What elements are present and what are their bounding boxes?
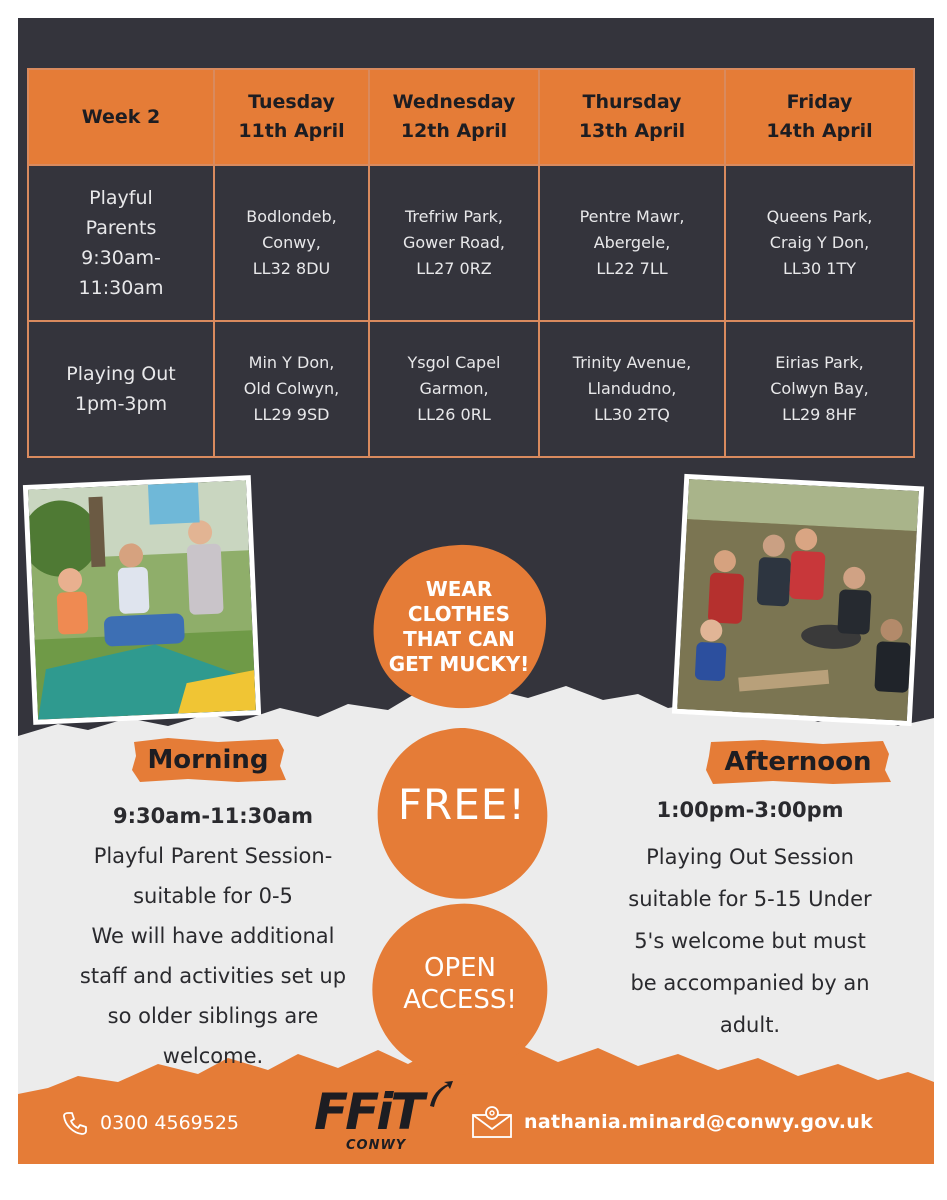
badge-open-access-text: OPEN ACCESS! bbox=[403, 953, 517, 1015]
afternoon-time: 1:00pm-3:00pm bbox=[656, 798, 844, 822]
badge-wear-clothes-text: WEAR CLOTHES THAT CAN GET MUCKY! bbox=[388, 577, 530, 676]
morning-description: Playful Parent Session- suitable for 0-5 We will have additional staff and activities set up so older siblings are welcome. bbox=[79, 844, 347, 1068]
logo-subtitle: CONWY bbox=[346, 1138, 407, 1153]
badge-free-text: FREE! bbox=[397, 780, 527, 829]
day-date: 11th April bbox=[238, 120, 345, 142]
row-label: Playful Parents 9:30am- 11:30am bbox=[28, 165, 214, 321]
afternoon-session bbox=[580, 794, 920, 1046]
morning-label-text: Morning bbox=[147, 745, 269, 775]
day-header bbox=[369, 69, 539, 165]
row-label: Playing Out 1pm-3pm bbox=[28, 321, 214, 457]
day-header bbox=[539, 69, 725, 165]
morning-session bbox=[48, 800, 378, 1076]
logo-wordmark: FFiT bbox=[314, 1083, 422, 1141]
table-header-row bbox=[28, 69, 914, 165]
day-name: Thursday bbox=[582, 91, 682, 113]
location-cell: Eirias Park, Colwyn Bay, LL29 8HF bbox=[725, 321, 914, 457]
day-header bbox=[725, 69, 914, 165]
phone-contact[interactable] bbox=[62, 1106, 239, 1140]
email-address: nathania.minard@conwy.gov.uk bbox=[524, 1111, 874, 1133]
email-contact[interactable] bbox=[470, 1104, 873, 1140]
badge-wear-clothes bbox=[369, 541, 549, 711]
poster bbox=[18, 18, 934, 1164]
location-cell: Ysgol Capel Garmon, LL26 0RL bbox=[369, 321, 539, 457]
location-cell: Queens Park, Craig Y Don, LL30 1TY bbox=[725, 165, 914, 321]
afternoon-description: Playing Out Session suitable for 5-15 Under 5's welcome but must be accompanied by an adult. bbox=[628, 845, 872, 1037]
phone-number: 0300 4569525 bbox=[100, 1112, 240, 1134]
location-cell: Trefriw Park, Gower Road, LL27 0RZ bbox=[369, 165, 539, 321]
envelope-icon bbox=[470, 1105, 514, 1139]
morning-time: 9:30am-11:30am bbox=[113, 804, 313, 828]
photo-afternoon-play bbox=[672, 474, 924, 726]
location-cell: Pentre Mawr, Abergele, LL22 7LL bbox=[539, 165, 725, 321]
location-cell: Bodlondeb, Conwy, LL32 8DU bbox=[214, 165, 369, 321]
schedule-table bbox=[27, 68, 915, 458]
location-cell: Trinity Avenue, Llandudno, LL30 2TQ bbox=[539, 321, 725, 457]
location-cell: Min Y Don, Old Colwyn, LL29 9SD bbox=[214, 321, 369, 457]
phone-icon bbox=[62, 1110, 88, 1136]
badge-free bbox=[373, 726, 551, 902]
table-row bbox=[28, 321, 914, 457]
day-name: Friday bbox=[786, 91, 853, 113]
afternoon-label-text: Afternoon bbox=[724, 747, 872, 777]
photo-morning-play bbox=[23, 475, 261, 725]
day-date: 12th April bbox=[400, 120, 508, 142]
morning-label bbox=[128, 736, 288, 784]
day-date: 13th April bbox=[578, 120, 686, 142]
week-label: Week 2 bbox=[28, 69, 214, 165]
day-date: 14th April bbox=[766, 120, 873, 142]
ffit-conwy-logo bbox=[314, 1080, 464, 1164]
table-row bbox=[28, 165, 914, 321]
logo-swoosh-icon bbox=[426, 1080, 454, 1110]
day-name: Tuesday bbox=[248, 91, 335, 113]
badge-open-access bbox=[369, 900, 551, 1078]
day-header bbox=[214, 69, 369, 165]
afternoon-label bbox=[703, 738, 893, 786]
day-name: Wednesday bbox=[392, 91, 516, 113]
